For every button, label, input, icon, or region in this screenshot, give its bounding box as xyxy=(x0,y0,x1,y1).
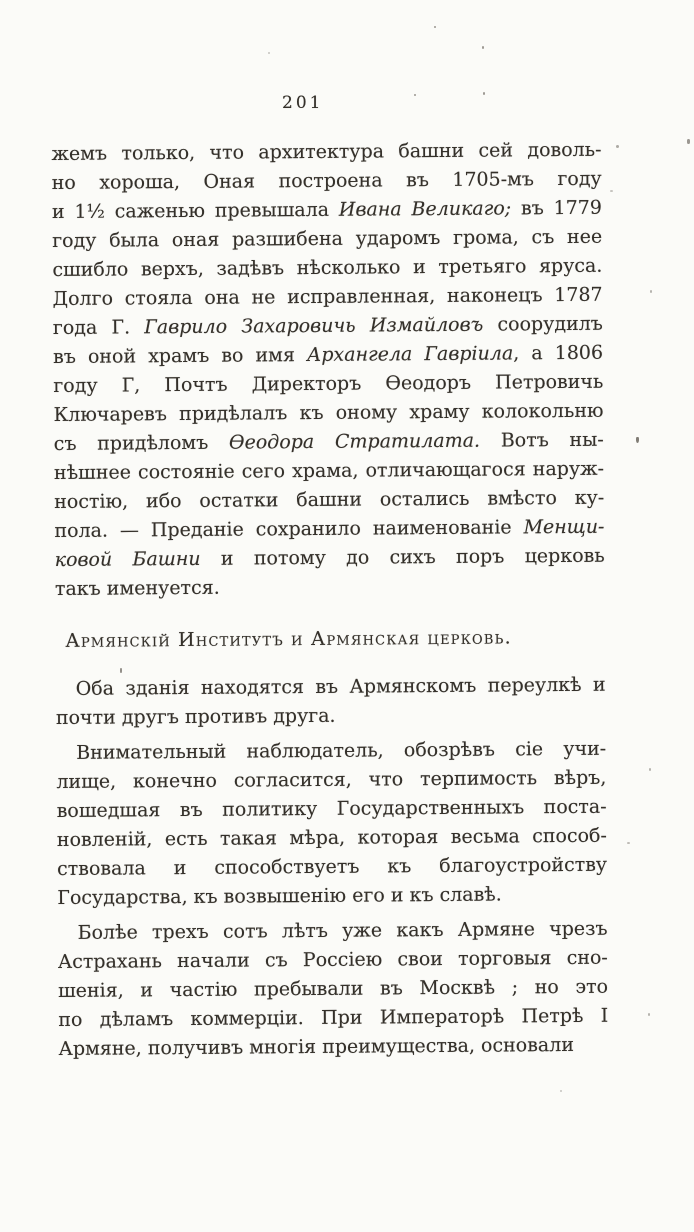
text-segment: и 1½ саженью превышала xyxy=(51,198,339,224)
text-line xyxy=(54,455,604,488)
text-line xyxy=(53,397,603,430)
text-segment: въ оной храмъ во имя xyxy=(52,344,308,369)
text-segment: Ключаревъ придѣлалъ къ оному храму колокольню xyxy=(53,399,604,427)
paragraph xyxy=(56,735,607,913)
scan-speck xyxy=(483,92,485,95)
section-heading xyxy=(55,623,605,656)
text-line xyxy=(58,944,608,977)
text-segment: году Г, Почтъ Директоръ Ѳеодоръ Петровичь xyxy=(53,370,604,398)
text-segment: Внимательный наблюдатель, обозрѣвъ сіе учи- xyxy=(76,737,607,764)
scan-speck xyxy=(649,768,651,771)
paragraph xyxy=(51,136,605,604)
text-segment: нѣшнее состояніе сего храма, отличающагося наруж- xyxy=(53,457,605,485)
text-segment: соорудилъ xyxy=(483,312,603,336)
text-segment: пола. — Преданіе сохранило наименованіе xyxy=(54,516,524,543)
scan-speck xyxy=(636,437,639,443)
text-line xyxy=(58,1031,608,1064)
italic-text: Гаврило Захаровичь Измайловъ xyxy=(144,313,484,339)
text-line xyxy=(52,223,602,256)
text-segment: , а 1806 xyxy=(513,341,604,365)
scan-speck xyxy=(627,842,630,844)
text-segment: ствовала и способствуетъ къ благоустройству xyxy=(57,853,608,880)
text-line xyxy=(52,165,602,198)
text-line xyxy=(54,513,604,546)
text-segment: вошедшая въ политику Государственныхъ поста- xyxy=(56,795,607,822)
text-line xyxy=(56,671,606,704)
text-line xyxy=(55,571,605,604)
scan-speck xyxy=(120,668,122,673)
text-line xyxy=(52,194,602,227)
text-segment: Болѣе трехъ сотъ лѣтъ уже какъ Армяне чрезъ xyxy=(77,917,608,944)
text-segment: жемъ только, что архитектура башни сей доволь- xyxy=(51,138,602,166)
scan-speck xyxy=(648,1013,650,1016)
text-segment: Оба зданія находятся въ Армянскомъ переулкѣ и xyxy=(75,673,606,700)
text-segment: Государства, къ возвышенію его и къ славѣ. xyxy=(57,883,502,909)
text-segment: Вотъ ны- xyxy=(479,428,604,452)
scan-speck xyxy=(482,46,484,49)
text-segment: года Г. xyxy=(52,316,145,340)
text-line xyxy=(53,281,603,314)
paragraph xyxy=(57,915,608,1064)
paragraph xyxy=(56,671,606,733)
text-block xyxy=(51,136,608,1064)
scan-speck xyxy=(414,94,416,96)
text-segment: сшибло верхъ, задѣвъ нѣсколько и третьяго яруса. xyxy=(52,254,603,282)
text-line xyxy=(56,700,606,733)
text-line xyxy=(54,426,604,459)
text-line xyxy=(58,1002,608,1035)
text-line xyxy=(53,368,603,401)
text-segment: но хороша, Оная построена въ 1705-мъ году xyxy=(51,167,602,195)
italic-text: Ивана Великаго; xyxy=(338,197,512,221)
text-segment: Армяне, получивъ многія преимущества, основали xyxy=(58,1033,575,1060)
text-segment: ностію, ибо остатки башни остались вмѣсто ку- xyxy=(54,486,605,514)
text-segment: и потому до сихъ поръ церковь xyxy=(200,544,605,570)
scan-speck xyxy=(616,145,619,148)
scan-speck xyxy=(687,139,690,144)
italic-text: Ѳеодора Стратилата. xyxy=(228,429,481,454)
text-segment: въ 1779 xyxy=(511,196,603,220)
scan-speck xyxy=(268,52,270,54)
text-segment: году была оная разшибена ударомъ грома, съ нее xyxy=(52,225,603,253)
text-segment: Астрахань начали съ Россіею свои торговыя сно- xyxy=(57,946,608,973)
text-segment: съ придѣломъ xyxy=(53,431,230,456)
text-segment: почти другъ противъ друга. xyxy=(55,704,336,729)
scan-speck xyxy=(560,1090,562,1092)
text-segment: новленій, есть такая мѣра, которая весьма способ- xyxy=(56,824,607,851)
text-line xyxy=(53,339,603,372)
text-segment: шенія, и частію пребывали въ Москвѣ ; но это xyxy=(57,975,609,1002)
text-line xyxy=(57,851,607,884)
text-segment: такъ именуется. xyxy=(54,576,220,601)
text-line xyxy=(54,484,604,517)
text-line xyxy=(56,735,606,768)
italic-text: Архангела Гавріила xyxy=(306,342,514,367)
text-line xyxy=(57,915,607,948)
text-line xyxy=(57,822,607,855)
scan-speck xyxy=(434,26,436,28)
scan-speck xyxy=(610,190,613,192)
italic-text: ковой Башни xyxy=(54,547,201,572)
text-line xyxy=(56,764,606,797)
text-line xyxy=(52,252,602,285)
text-segment: Долго стояла она не исправленная, наконецъ 1787 xyxy=(52,283,603,311)
scan-speck xyxy=(650,290,652,293)
text-line xyxy=(58,973,608,1006)
text-line xyxy=(65,623,605,656)
text-line xyxy=(57,880,607,913)
text-segment: по дѣламъ коммерціи. При Императорѣ Петрѣ I xyxy=(58,1004,609,1031)
text-segment: лище, конечно согласится, что терпимость вѣръ, xyxy=(56,766,607,793)
text-segment: Армянскій Институтъ и Армянская церковь. xyxy=(65,626,512,652)
text-line xyxy=(51,136,601,169)
text-line xyxy=(57,793,607,826)
text-line xyxy=(53,310,603,343)
text-line xyxy=(55,542,605,575)
italic-text: Менщи- xyxy=(523,515,605,539)
page-number: 201 xyxy=(282,93,324,113)
